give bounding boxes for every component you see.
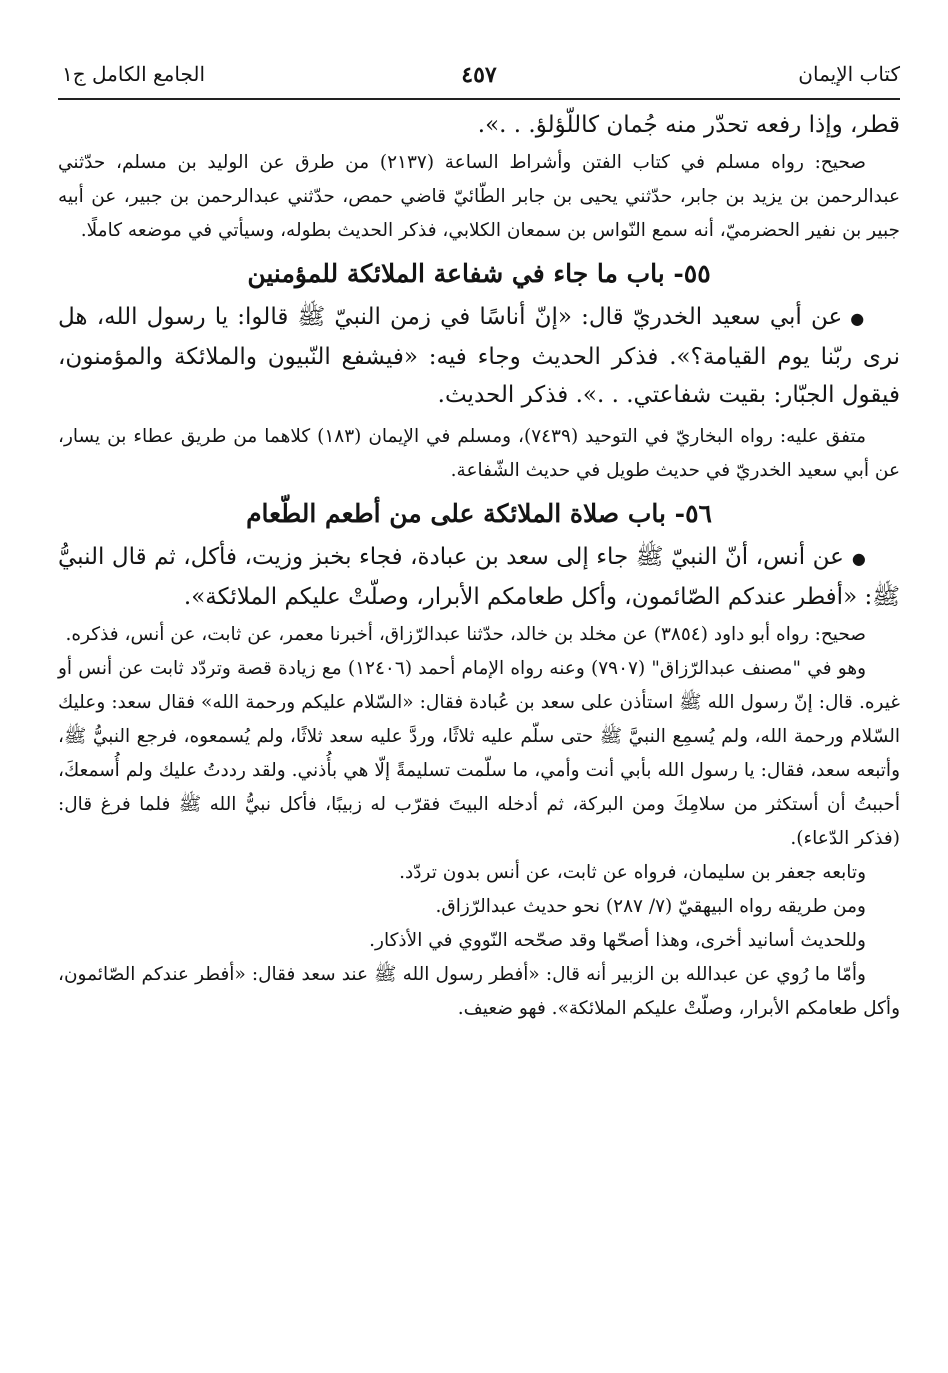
book-title: الجامع الكامل ج١ (62, 62, 206, 86)
page (58, 50, 900, 1026)
bullet-icon: ● (851, 549, 867, 568)
hadith-paragraph (58, 298, 900, 414)
section-title-55: ٥٥- باب ما جاء في شفاعة الملائكة للمؤمنين (247, 259, 711, 288)
takhrij-paragraph: متفق عليه: رواه البخاريّ في التوحيد (٧٤٣٩)، ومسلم في الإيمان (١٨٣) كلاهما من طريق عطاء بن يسار، عن أبي سعيد الخدريّ في حديث طويل في حديث الشّفاعة. (58, 426, 900, 481)
commentary-paragraph: وهو في "مصنف عبدالرّزاق" (٧٩٠٧) وعنه رواه الإمام أحمد (١٢٤٠٦) مع زيادة قصة وتردّد ثابت عن أنس أو غيره. قال: إنّ رسول الله ﷺ استأذن على سعد بن عُبادة فقال: «السّلام عليكم ورحمة الله» فقال سعد: وعليك السّلام ورحمة الله، ولم يُسمِع النبيَّ ﷺ حتى سلّم عليه ثلاثًا، وردَّ عليه سعد ثلاثًا، ولم يُسمعوه، فرجع النبيُّ ﷺ، وأتبعه سعد، فقال: يا رسول الله بأبي أنت وأمي، ما سلّمت تسليمةً إلّا هي بأُذني. ولقد رددتُ عليك ولم أُسمعكَ، أحببتُ أن أستكثر من سلامِكَ ومن البركة، ثم أدخله البيتَ فقرّب له زبيبًا، فأكل نبيُّ الله ﷺ فلما فرغ قال: (فذكر الدّعاء). (58, 658, 900, 849)
hadith-text: عن أبي سعيد الخدريّ قال: «إنّ أناسًا في زمن النبيّ ﷺ قالوا: يا رسول الله، هل نرى ربّنا يوم القيامة؟». فذكر الحديث وجاء فيه: «فيشفع النّبيون والملائكة والمؤمنون، فيقول الجبّار: بقيت شفاعتي. . .». فذكر الحديث. (58, 304, 900, 408)
commentary-paragraph: وتابعه جعفر بن سليمان، فرواه عن ثابت، عن أنس بدون تردّد. (399, 862, 866, 883)
running-header (58, 50, 900, 100)
hadith-text-continued: قطر، وإذا رفعه تحدّر منه جُمان كاللّؤلؤ. . .». (477, 112, 900, 138)
chapter-title: كتاب الإيمان (798, 62, 900, 86)
page-body (58, 100, 900, 1026)
hadith-paragraph (58, 538, 900, 616)
bullet-icon: ● (850, 309, 866, 328)
commentary-paragraph: وللحديث أسانيد أخرى، وهذا أصحّها وقد صحّحه النّووي في الأذكار. (369, 930, 866, 951)
page-number: ٤٥٧ (461, 62, 497, 88)
takhrij-paragraph: صحيح: رواه مسلم في كتاب الفتن وأشراط الساعة (٢١٣٧) من طرق عن الوليد بن مسلم، حدّثني عبدالرحمن بن يزيد بن جابر، حدّثني يحيى بن جابر الطّائيّ قاضي حمص، حدّثني عبدالرحمن بن جبير، عن أبيه جبير بن نفير الحضرميّ، أنه سمع النّواس بن سمعان الكلابي، فذكر الحديث بطوله، وسيأتي في موضعه كاملًا. (58, 152, 900, 241)
section-title-56: ٥٦- باب صلاة الملائكة على من أطعم الطّعام (246, 499, 712, 528)
commentary-paragraph: وأمّا ما رُوي عن عبدالله بن الزبير أنه قال: «أفطر رسول الله ﷺ عند سعد فقال: «أفطر عندكم الصّائمون، وأكل طعامكم الأبرار، وصلّتْ عليكم الملائكة». فهو ضعيف. (58, 964, 900, 1019)
takhrij-paragraph: صحيح: رواه أبو داود (٣٨٥٤) عن مخلد بن خالد، حدّثنا عبدالرّزاق، أخبرنا معمر، عن ثابت، عن أنس، فذكره. (65, 624, 866, 645)
commentary-paragraph: ومن طريقه رواه البيهقيّ (٧/ ٢٨٧) نحو حديث عبدالرّزاق. (435, 896, 866, 917)
hadith-text: عن أنس، أنّ النبيّ ﷺ جاء إلى سعد بن عبادة، فجاء بخبز وزيت، فأكل، ثم قال النبيُّ ﷺ: «أفطر عندكم الصّائمون، وأكل طعامكم الأبرار، وصلّتْ عليكم الملائكة». (58, 544, 900, 610)
